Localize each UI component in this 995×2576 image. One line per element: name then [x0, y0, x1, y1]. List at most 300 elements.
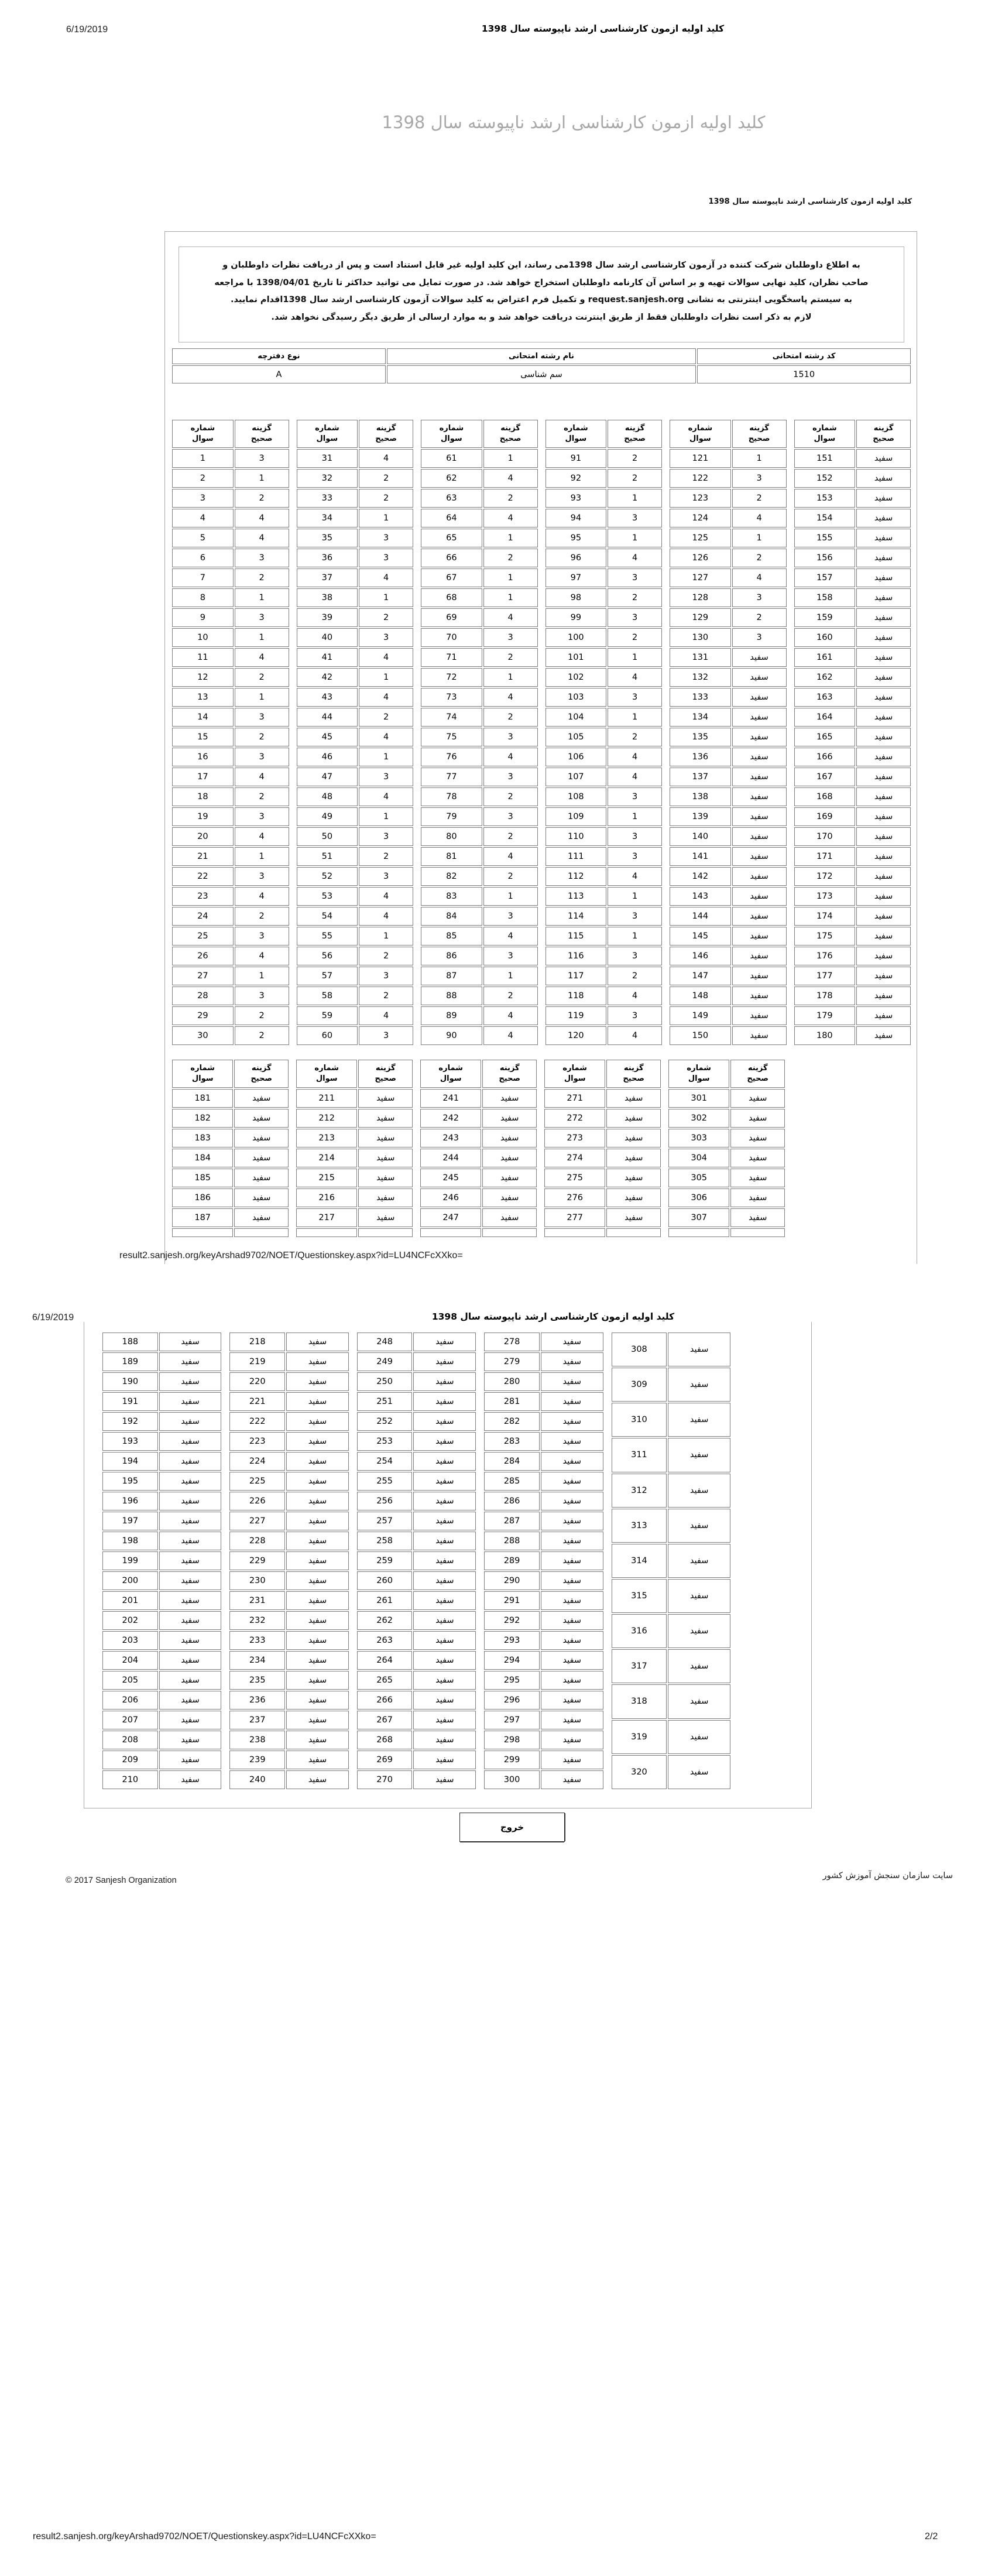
exam-code-value: 1510	[697, 365, 911, 383]
answer-cell: سفید	[856, 648, 911, 667]
question-number-cell: 4	[172, 509, 234, 527]
answer-cell: 2	[483, 867, 538, 886]
answer-cell: 2	[235, 1006, 289, 1025]
question-number-cell: 13	[172, 688, 234, 707]
answer-cell: 3	[608, 1006, 662, 1025]
answer-cell: سفید	[234, 1188, 289, 1207]
answer-cell: سفید	[482, 1169, 537, 1187]
question-number-cell: 55	[297, 927, 358, 946]
question-number-cell: 132	[670, 668, 731, 687]
answer-cell: سفید	[159, 1352, 222, 1371]
question-number-cell: 249	[357, 1352, 413, 1371]
question-number-cell: 185	[172, 1169, 233, 1187]
question-number-cell: 151	[794, 449, 856, 468]
exam-name-header: نام رشته امتحانی	[387, 348, 696, 364]
question-number-cell: 272	[544, 1109, 605, 1128]
question-number-cell: 188	[102, 1332, 158, 1351]
question-number-cell: 294	[484, 1651, 540, 1670]
question-number-cell: 89	[421, 1006, 482, 1025]
question-number-cell: 37	[297, 568, 358, 587]
question-number-cell: 291	[484, 1591, 540, 1610]
question-number-cell: 167	[794, 768, 856, 786]
answer-cell: 4	[359, 787, 413, 806]
answer-cell: 4	[359, 728, 413, 746]
question-number-cell: 293	[484, 1631, 540, 1650]
question-number-cell: 238	[229, 1731, 285, 1749]
answer-key-group	[793, 419, 912, 1046]
answer-cell: 1	[732, 449, 787, 468]
answer-key-group	[420, 419, 539, 1046]
question-number-cell: 266	[357, 1691, 413, 1710]
answer-cell: سفید	[856, 568, 911, 587]
answer-cell: سفید	[541, 1432, 603, 1451]
question-number-cell: 131	[670, 648, 731, 667]
answer-cell: سفید	[413, 1512, 476, 1530]
question-number-cell: 71	[421, 648, 482, 667]
question-number-cell: 263	[357, 1631, 413, 1650]
answer-cell: سفید	[730, 1208, 785, 1227]
answer-cell: سفید	[286, 1551, 349, 1570]
answer-cell: 3	[359, 967, 413, 985]
answer-cell: سفید	[159, 1691, 222, 1710]
question-number-cell: 202	[102, 1611, 158, 1630]
answer-cell: 2	[608, 588, 662, 607]
question-number-cell: 269	[357, 1751, 413, 1769]
question-number-cell: 248	[357, 1332, 413, 1351]
answer-cell: 4	[483, 509, 538, 527]
question-number-cell: 66	[421, 549, 482, 567]
exit-button[interactable]: خروج	[459, 1813, 565, 1842]
question-number-cell: 318	[612, 1684, 667, 1718]
question-number-cell: 75	[421, 728, 482, 746]
question-number-cell: 161	[794, 648, 856, 667]
empty-cell	[544, 1228, 605, 1237]
question-number-cell: 314	[612, 1544, 667, 1578]
answer-cell: سفید	[413, 1432, 476, 1451]
question-number-cell: 287	[484, 1512, 540, 1530]
print-header-title-page1: کلید اولیه ازمون کارشناسی ارشد ناپیوسته سال 1398	[481, 23, 725, 34]
question-number-cell: 192	[102, 1412, 158, 1431]
answer-cell: سفید	[668, 1579, 730, 1613]
answer-cell: 1	[235, 588, 289, 607]
question-number-cell: 312	[612, 1474, 667, 1508]
answer-key-group	[543, 1059, 662, 1238]
answer-cell: 3	[359, 768, 413, 786]
answer-cell: سفید	[159, 1412, 222, 1431]
question-number-cell: 121	[670, 449, 731, 468]
question-number-cell: 277	[544, 1208, 605, 1227]
print-footer-page-number: 2/2	[925, 2532, 938, 2541]
question-number-cell: 78	[421, 787, 482, 806]
question-number-cell: 113	[545, 887, 607, 906]
answer-cell: 2	[483, 708, 538, 727]
answer-cell: سفید	[413, 1532, 476, 1550]
answer-cell: سفید	[541, 1392, 603, 1411]
answer-key-group	[419, 1059, 538, 1238]
answer-cell: 4	[359, 1006, 413, 1025]
answer-cell: سفید	[541, 1352, 603, 1371]
answer-cell: 3	[608, 847, 662, 866]
answer-cell: سفید	[286, 1591, 349, 1610]
question-number-cell: 76	[421, 748, 482, 766]
question-number-cell: 28	[172, 986, 234, 1005]
question-number-cell: 171	[794, 847, 856, 866]
answer-key-table-continuation-page2	[101, 1331, 732, 1790]
answer-cell: سفید	[159, 1711, 222, 1729]
question-number-cell: 82	[421, 867, 482, 886]
question-number-cell: 206	[102, 1691, 158, 1710]
question-number-cell: 228	[229, 1532, 285, 1550]
question-number-cell: 12	[172, 668, 234, 687]
answer-cell: 3	[483, 768, 538, 786]
answer-cell: 2	[483, 549, 538, 567]
answer-cell: 3	[483, 728, 538, 746]
question-number-cell: 262	[357, 1611, 413, 1630]
answer-cell: سفید	[234, 1149, 289, 1167]
answer-cell: سفید	[413, 1492, 476, 1510]
col-header-correct-option: گزینه صحیح	[482, 1060, 537, 1088]
answer-cell: 3	[608, 827, 662, 846]
question-number-cell: 215	[296, 1169, 357, 1187]
question-number-cell: 254	[357, 1452, 413, 1471]
question-number-cell: 190	[102, 1372, 158, 1391]
page-title-large: کلید اولیه ازمون کارشناسی ارشد ناپیوسته سال 1398	[382, 112, 766, 132]
question-number-cell: 205	[102, 1671, 158, 1690]
answer-cell: 3	[608, 608, 662, 627]
question-number-cell: 110	[545, 827, 607, 846]
answer-cell: سفید	[286, 1691, 349, 1710]
col-header-question-number: شماره سوال	[670, 420, 731, 448]
answer-cell: 4	[483, 1026, 538, 1045]
question-number-cell: 63	[421, 489, 482, 508]
answer-cell: سفید	[234, 1208, 289, 1227]
question-number-cell: 39	[297, 608, 358, 627]
answer-cell: سفید	[286, 1711, 349, 1729]
answer-cell: سفید	[732, 847, 787, 866]
answer-cell: سفید	[541, 1571, 603, 1590]
question-number-cell: 51	[297, 847, 358, 866]
answer-cell: سفید	[668, 1403, 730, 1437]
answer-cell: سفید	[732, 787, 787, 806]
question-number-cell: 210	[102, 1770, 158, 1789]
question-number-cell: 138	[670, 787, 731, 806]
question-number-cell: 186	[172, 1188, 233, 1207]
question-number-cell: 209	[102, 1751, 158, 1769]
answer-cell: 3	[608, 787, 662, 806]
question-number-cell: 175	[794, 927, 856, 946]
answer-cell: سفید	[732, 907, 787, 926]
answer-cell: 1	[608, 489, 662, 508]
answer-cell: سفید	[856, 469, 911, 488]
answer-cell: سفید	[541, 1611, 603, 1630]
answer-cell: 4	[483, 469, 538, 488]
answer-cell: سفید	[541, 1751, 603, 1769]
answer-cell: سفید	[856, 787, 911, 806]
answer-cell: سفید	[159, 1671, 222, 1690]
answer-cell: 2	[483, 489, 538, 508]
answer-cell: 3	[235, 807, 289, 826]
answer-cell: سفید	[541, 1691, 603, 1710]
question-number-cell: 227	[229, 1512, 285, 1530]
question-number-cell: 162	[794, 668, 856, 687]
question-number-cell: 212	[296, 1109, 357, 1128]
question-number-cell: 216	[296, 1188, 357, 1207]
question-number-cell: 274	[544, 1149, 605, 1167]
answer-cell: 2	[235, 489, 289, 508]
answer-cell: سفید	[286, 1432, 349, 1451]
answer-cell: 2	[359, 847, 413, 866]
answer-cell: سفید	[856, 967, 911, 985]
answer-cell: سفید	[856, 628, 911, 647]
question-number-cell: 116	[545, 947, 607, 965]
question-number-cell: 99	[545, 608, 607, 627]
empty-cell	[730, 1228, 785, 1237]
question-number-cell: 54	[297, 907, 358, 926]
answer-cell: 1	[359, 748, 413, 766]
answer-cell: 3	[359, 549, 413, 567]
question-number-cell: 203	[102, 1631, 158, 1650]
question-number-cell: 9	[172, 608, 234, 627]
answer-cell: سفید	[482, 1129, 537, 1147]
question-number-cell: 320	[612, 1755, 667, 1789]
answer-cell: سفید	[159, 1731, 222, 1749]
answer-cell: 4	[608, 748, 662, 766]
question-number-cell: 139	[670, 807, 731, 826]
question-number-cell: 197	[102, 1512, 158, 1530]
question-number-cell: 304	[668, 1149, 729, 1167]
question-number-cell: 119	[545, 1006, 607, 1025]
question-number-cell: 309	[612, 1368, 667, 1402]
answer-cell: 2	[235, 728, 289, 746]
answer-cell: 3	[235, 748, 289, 766]
question-number-cell: 296	[484, 1691, 540, 1710]
question-number-cell: 160	[794, 628, 856, 647]
exam-info-table	[171, 347, 912, 385]
answer-cell: سفید	[541, 1651, 603, 1670]
empty-cell	[482, 1228, 537, 1237]
answer-cell: سفید	[159, 1392, 222, 1411]
answer-cell: سفید	[482, 1188, 537, 1207]
answer-cell: سفید	[541, 1551, 603, 1570]
answer-cell: سفید	[413, 1770, 476, 1789]
question-number-cell: 264	[357, 1651, 413, 1670]
question-number-cell: 260	[357, 1571, 413, 1590]
answer-cell: سفید	[358, 1188, 413, 1207]
question-number-cell: 48	[297, 787, 358, 806]
answer-cell: 4	[359, 907, 413, 926]
question-number-cell: 104	[545, 708, 607, 727]
question-number-cell: 16	[172, 748, 234, 766]
question-number-cell: 45	[297, 728, 358, 746]
answer-cell: سفید	[732, 668, 787, 687]
answer-cell: 3	[608, 688, 662, 707]
question-number-cell: 22	[172, 867, 234, 886]
question-number-cell: 124	[670, 509, 731, 527]
col-header-correct-option: گزینه صحیح	[235, 420, 289, 448]
question-number-cell: 69	[421, 608, 482, 627]
answer-cell: سفید	[856, 927, 911, 946]
answer-cell: 4	[483, 608, 538, 627]
answer-cell: سفید	[159, 1751, 222, 1769]
question-number-cell: 81	[421, 847, 482, 866]
exam-name-value: سم شناسی	[387, 365, 696, 383]
answer-cell: 4	[483, 688, 538, 707]
question-number-cell: 7	[172, 568, 234, 587]
question-number-cell: 280	[484, 1372, 540, 1391]
question-number-cell: 74	[421, 708, 482, 727]
answer-cell: سفید	[606, 1188, 661, 1207]
question-number-cell: 24	[172, 907, 234, 926]
question-number-cell: 271	[544, 1089, 605, 1108]
col-header-correct-option: گزینه صحیح	[359, 420, 413, 448]
answer-cell: سفید	[234, 1109, 289, 1128]
col-header-question-number: شماره سوال	[420, 1060, 481, 1088]
question-number-cell: 10	[172, 628, 234, 647]
question-number-cell: 281	[484, 1392, 540, 1411]
question-number-cell: 11	[172, 648, 234, 667]
answer-cell: سفید	[856, 668, 911, 687]
question-number-cell: 2	[172, 469, 234, 488]
question-number-cell: 265	[357, 1671, 413, 1690]
question-number-cell: 50	[297, 827, 358, 846]
answer-cell: 4	[732, 568, 787, 587]
answer-cell: سفید	[668, 1332, 730, 1366]
question-number-cell: 220	[229, 1372, 285, 1391]
question-number-cell: 179	[794, 1006, 856, 1025]
answer-cell: سفید	[856, 827, 911, 846]
answer-cell: 2	[235, 787, 289, 806]
answer-cell: سفید	[606, 1129, 661, 1147]
question-number-cell: 96	[545, 549, 607, 567]
answer-cell: 2	[483, 787, 538, 806]
answer-cell: 2	[732, 489, 787, 508]
question-number-cell: 285	[484, 1472, 540, 1491]
question-number-cell: 70	[421, 628, 482, 647]
question-number-cell: 130	[670, 628, 731, 647]
answer-cell: 3	[235, 867, 289, 886]
col-header-correct-option: گزینه صحیح	[483, 420, 538, 448]
question-number-cell: 115	[545, 927, 607, 946]
question-number-cell: 217	[296, 1208, 357, 1227]
question-number-cell: 193	[102, 1432, 158, 1451]
question-number-cell: 226	[229, 1492, 285, 1510]
section-heading: کلید اولیه ازمون کارشناسی ارشد ناپیوسته سال 1398	[708, 197, 912, 206]
answer-cell: سفید	[413, 1571, 476, 1590]
answer-cell: 3	[483, 907, 538, 926]
question-number-cell: 247	[420, 1208, 481, 1227]
col-header-question-number: شماره سوال	[668, 1060, 729, 1088]
answer-cell: 1	[235, 469, 289, 488]
answer-cell: سفید	[541, 1472, 603, 1491]
question-number-cell: 59	[297, 1006, 358, 1025]
answer-cell: سفید	[286, 1532, 349, 1550]
answer-cell: 3	[235, 608, 289, 627]
question-number-cell: 94	[545, 509, 607, 527]
answer-cell: سفید	[606, 1208, 661, 1227]
question-number-cell: 310	[612, 1403, 667, 1437]
answer-cell: 3	[235, 549, 289, 567]
answer-cell: سفید	[730, 1188, 785, 1207]
question-number-cell: 256	[357, 1492, 413, 1510]
answer-cell: 4	[608, 768, 662, 786]
question-number-cell: 307	[668, 1208, 729, 1227]
question-number-cell: 194	[102, 1452, 158, 1471]
answer-cell: 1	[483, 449, 538, 468]
question-number-cell: 204	[102, 1651, 158, 1670]
question-number-cell: 61	[421, 449, 482, 468]
question-number-cell: 316	[612, 1614, 667, 1648]
question-number-cell: 292	[484, 1611, 540, 1630]
question-number-cell: 126	[670, 549, 731, 567]
answer-cell: سفید	[541, 1532, 603, 1550]
question-number-cell: 172	[794, 867, 856, 886]
question-number-cell: 230	[229, 1571, 285, 1590]
question-number-cell: 111	[545, 847, 607, 866]
question-number-cell: 169	[794, 807, 856, 826]
question-number-cell: 270	[357, 1770, 413, 1789]
question-number-cell: 42	[297, 668, 358, 687]
answer-cell: سفید	[856, 748, 911, 766]
question-number-cell: 118	[545, 986, 607, 1005]
answer-key-group	[667, 1059, 786, 1238]
question-number-cell: 155	[794, 529, 856, 547]
answer-cell: سفید	[541, 1631, 603, 1650]
answer-cell: 3	[732, 588, 787, 607]
empty-cell	[172, 1228, 233, 1237]
question-number-cell: 125	[670, 529, 731, 547]
question-number-cell: 62	[421, 469, 482, 488]
question-number-cell: 142	[670, 867, 731, 886]
footer-copyright: © 2017 Sanjesh Organization	[66, 1876, 177, 1885]
question-number-cell: 237	[229, 1711, 285, 1729]
answer-cell: سفید	[856, 807, 911, 826]
question-number-cell: 163	[794, 688, 856, 707]
answer-cell: 4	[359, 449, 413, 468]
answer-cell: 4	[235, 827, 289, 846]
question-number-cell: 73	[421, 688, 482, 707]
answer-cell: 3	[608, 509, 662, 527]
question-number-cell: 26	[172, 947, 234, 965]
answer-cell: 1	[359, 509, 413, 527]
question-number-cell: 250	[357, 1372, 413, 1391]
question-number-cell: 15	[172, 728, 234, 746]
answer-cell: سفید	[159, 1492, 222, 1510]
answer-cell: سفید	[482, 1089, 537, 1108]
answer-cell: سفید	[730, 1149, 785, 1167]
question-number-cell: 36	[297, 549, 358, 567]
col-header-question-number: شماره سوال	[172, 1060, 233, 1088]
question-number-cell: 107	[545, 768, 607, 786]
answer-cell: 2	[235, 668, 289, 687]
answer-cell: سفید	[732, 728, 787, 746]
question-number-cell: 251	[357, 1392, 413, 1411]
col-header-correct-option: گزینه صحیح	[608, 420, 662, 448]
answer-cell: سفید	[856, 708, 911, 727]
question-number-cell: 159	[794, 608, 856, 627]
answer-cell: 1	[483, 568, 538, 587]
question-number-cell: 146	[670, 947, 731, 965]
answer-cell: 4	[608, 1026, 662, 1045]
answer-cell: 4	[608, 986, 662, 1005]
question-number-cell: 117	[545, 967, 607, 985]
footer-site-name: سایت سازمان سنجش آموزش کشور	[822, 1871, 953, 1880]
answer-cell: سفید	[856, 489, 911, 508]
answer-cell: سفید	[286, 1651, 349, 1670]
question-number-cell: 135	[670, 728, 731, 746]
answer-cell: سفید	[732, 927, 787, 946]
question-number-cell: 5	[172, 529, 234, 547]
question-number-cell: 198	[102, 1532, 158, 1550]
